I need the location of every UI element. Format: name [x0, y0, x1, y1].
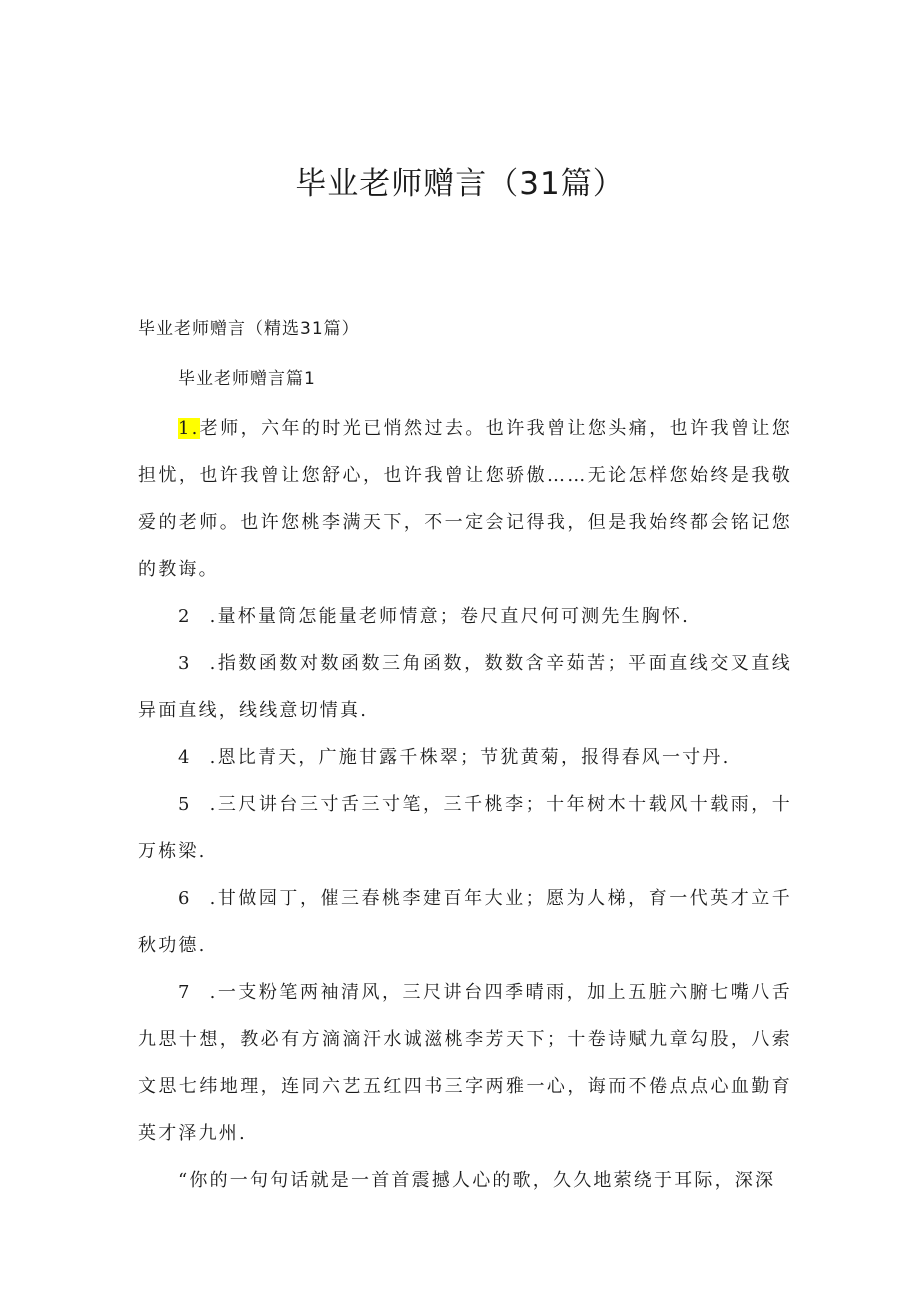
- list-item: [138, 875, 792, 969]
- item-text: .一支粉笔两袖清风，三尺讲台四季晴雨，加上五脏六腑七嘴八舌九思十想，教必有方滴滴汗水诚滋桃李芳天下；十卷诗赋九章勾股，八索文思七纬地理，连同六艺五红四书三字两雅一心，诲而不倦点点心血勤育英才泽九州.: [138, 982, 792, 1144]
- section-heading: 毕业老师赠言篇1: [178, 369, 316, 389]
- item-text: .指数函数对数函数三角函数，数数含辛茹苦；平面直线交叉直线异面直线，线线意切情真.: [138, 653, 792, 721]
- list-item: [138, 405, 792, 593]
- item-text: 老师，六年的时光已悄然过去。也许我曾让您头痛，也许我曾让您担忧，也许我曾让您舒心，也许我曾让您骄傲……无论怎样您始终是我敬爱的老师。也许您桃李满天下，不一定会记得我，但是我始终都会铭记您的教诲。: [138, 418, 792, 580]
- document-subtitle: 毕业老师赠言（精选31篇）: [138, 319, 360, 339]
- item-text: .量杯量筒怎能量老师情意；卷尺直尺何可测先生胸怀.: [209, 606, 691, 627]
- list-item: [138, 734, 792, 781]
- item-number: 7: [178, 982, 192, 1003]
- list-item: [138, 640, 792, 734]
- highlighted-number: 1.: [178, 418, 200, 439]
- item-text: .恩比青天，广施甘露千株翠；节犹黄菊，报得春风一寸丹.: [209, 747, 731, 768]
- item-number: 2: [178, 606, 192, 627]
- document-body: [138, 405, 792, 1204]
- item-text: .甘做园丁，催三春桃李建百年大业；愿为人梯，育一代英才立千秋功德.: [138, 888, 792, 956]
- item-number: 4: [178, 747, 192, 768]
- list-item: [138, 781, 792, 875]
- list-item: [138, 969, 792, 1157]
- list-item: [138, 593, 792, 640]
- item-number: 6: [178, 888, 192, 909]
- item-number: 3: [178, 653, 192, 674]
- item-number: 5: [178, 794, 192, 815]
- quote-paragraph: “你的一句句话就是一首首震撼人心的歌，久久地萦绕于耳际，深深: [178, 1170, 776, 1191]
- document-title: 毕业老师赠言（31篇）: [295, 166, 625, 202]
- item-text: .三尺讲台三寸舌三寸笔，三千桃李；十年树木十载风十载雨，十万栋梁.: [138, 794, 792, 862]
